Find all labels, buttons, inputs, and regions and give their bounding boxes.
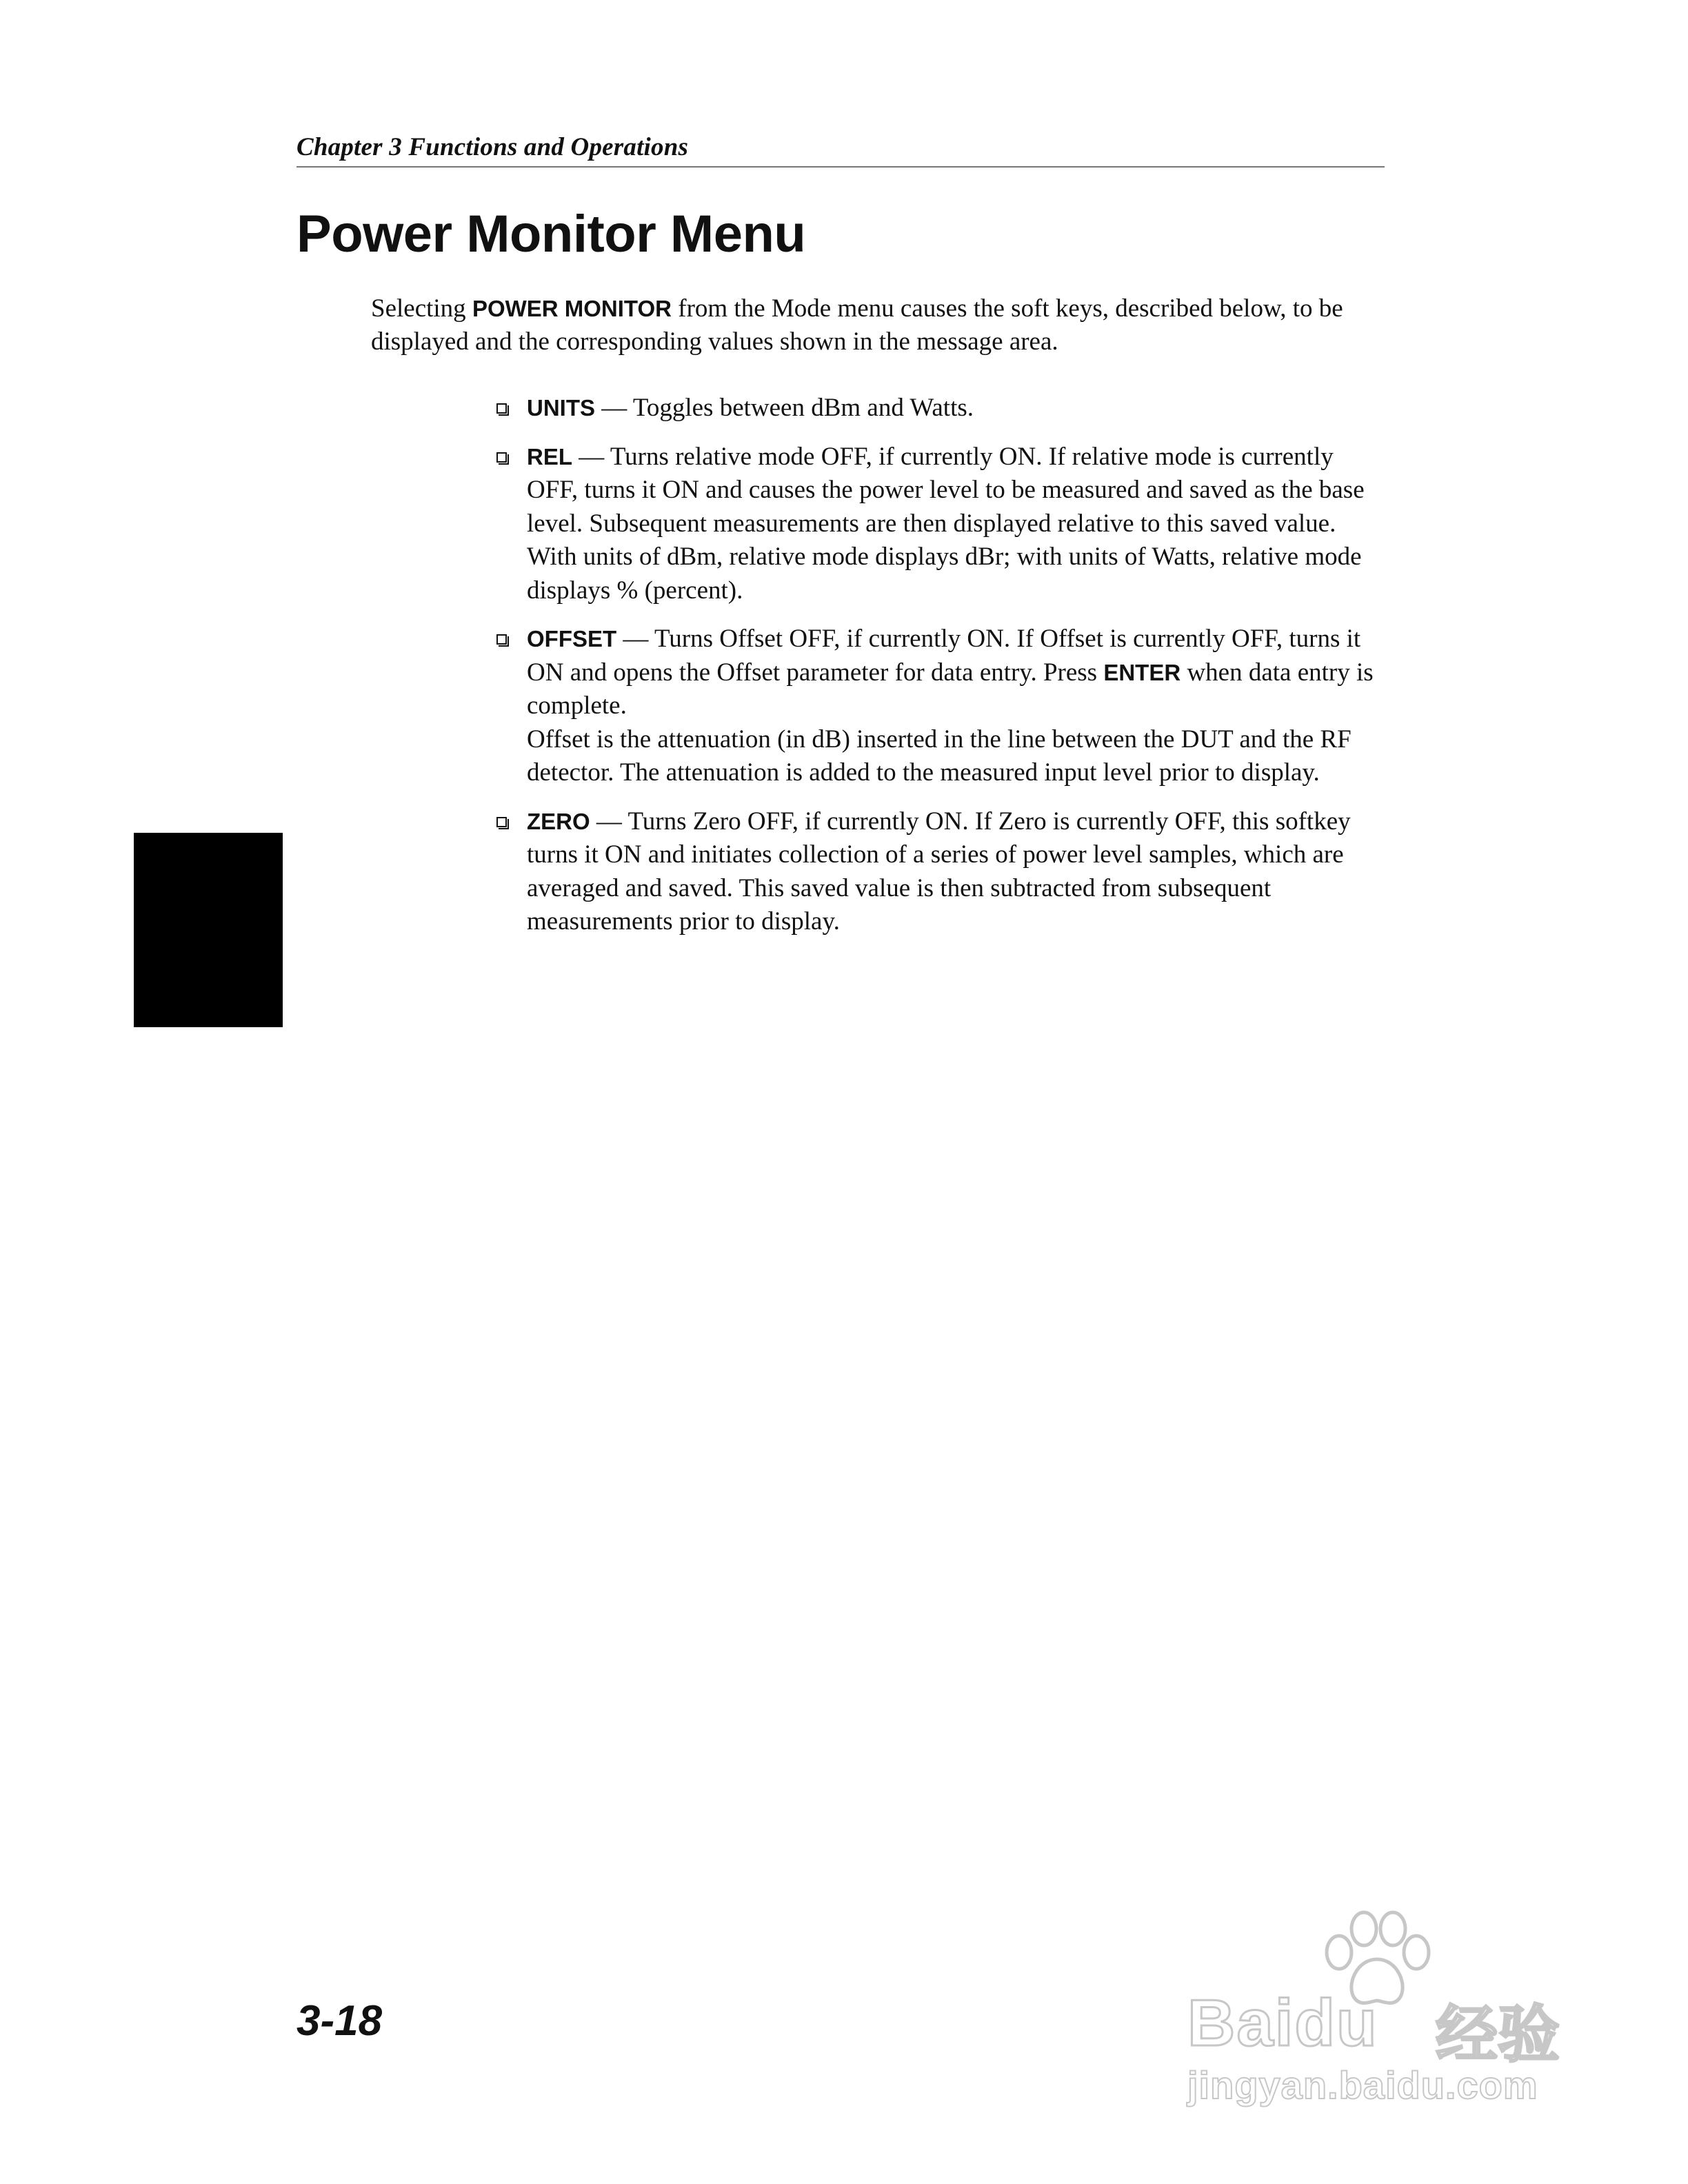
checkbox-bullet-icon: [496, 634, 507, 645]
watermark-cjk: 经验: [1436, 1999, 1560, 2071]
watermark-brand: Baidu: [1187, 1986, 1378, 2060]
intro-rest: from the Mode menu causes the soft keys, described below, to be displayed and the corresponding values shown in the message area.: [371, 294, 1343, 356]
softkey-label-rel: REL: [527, 443, 572, 469]
page-title: Power Monitor Menu: [297, 205, 806, 263]
page-number: 3-18: [297, 1997, 383, 2045]
softkey-desc-rel: — Turns relative mode OFF, if currently ON. If relative mode is currently OFF, turns it ON and causes the power level to be measured and saved as the base level. Subsequent measurements are then displayed relative to this saved value. With units of dBm, relative mode displays dBr; with units of Watts, relative mode displays % (percent).: [527, 442, 1365, 605]
softkey-item-zero: [495, 805, 1385, 939]
running-header: Chapter 3 Functions and Operations: [297, 133, 689, 161]
header-rule: [297, 166, 1385, 168]
softkey-desc-offset-end: when data entry is complete.: [527, 658, 1374, 720]
checkbox-bullet-icon: [496, 817, 507, 827]
softkey-desc-offset: — Turns Offset OFF, if currently ON. If Offset is currently OFF, turns it ON and opens the Offset parameter for data entry. Press: [527, 625, 1361, 687]
softkey-desc-zero: — Turns Zero OFF, if currently ON. If Zero is currently OFF, this softkey turns it ON and initiates collection of a series of power level samples, which are averaged and saved. This saved value is then subtracted from subsequent measurements prior to display.: [527, 807, 1351, 936]
softkey-item-units: [495, 392, 1385, 425]
intro-paragraph: [371, 292, 1385, 358]
softkey-label-offset: OFFSET: [527, 626, 617, 651]
softkey-note-offset: Offset is the attenuation (in dB) inserted in the line between the DUT and the RF detector. The attenuation is added to the measured input level prior to display.: [527, 725, 1352, 787]
chapter-thumb-tab: [134, 833, 283, 1027]
softkey-label-units: UNITS: [527, 395, 595, 421]
softkey-item-offset: [495, 623, 1385, 790]
softkey-item-rel: [495, 441, 1385, 608]
watermark-url: jingyan.baidu.com: [1187, 2063, 1538, 2107]
inline-key-enter: ENTER: [1103, 659, 1181, 685]
intro-key-power-monitor: POWER MONITOR: [472, 296, 672, 321]
softkey-label-zero: ZERO: [527, 808, 590, 834]
checkbox-bullet-icon: [496, 403, 507, 414]
softkey-list: [495, 392, 1385, 954]
intro-lead: Selecting: [371, 294, 472, 323]
softkey-desc-units: — Toggles between dBm and Watts.: [595, 394, 974, 422]
baidu-jingyan-watermark: [1187, 1910, 1587, 2116]
checkbox-bullet-icon: [496, 452, 507, 463]
